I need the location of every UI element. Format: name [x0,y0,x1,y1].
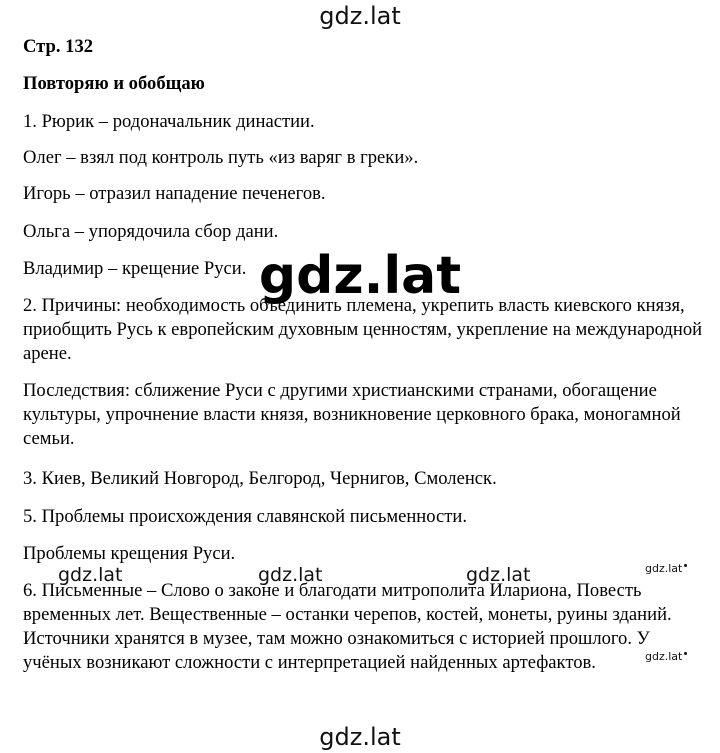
paragraph-cities: 3. Киев, Великий Новгород, Белгород, Чернигов, Смоленск. [23,468,497,489]
paragraph-consequences: Последствия: сближение Руси с другими христианскими странами, обогащение культуры, упрочнение власти князя, возникновение церковного брака, моногамной семьи. [23,380,681,449]
paragraph-olga: Ольга – упорядочила сбор дани. [23,221,279,242]
paragraph-sources: 6. Письменные – Слово о законе и благодати митрополита Илариона, Повесть временных лет. Вещественные – останки черепов, костей, монеты, руины зданий. Источники хранятся в музее, там можно ознакомиться с историей прошлого. У учёных возникают сложности с интерпретацией найденных артефактов. [23,580,672,673]
watermark-top: gdz.lat [319,2,401,30]
page-title: Стр. 132 [23,36,94,57]
paragraph-reasons: 2. Причины: необходимость объединить племена, укрепить власть киевского князя, приобщить Русь к европейским духовным ценностям, укрепление на международной арене. [23,295,703,364]
watermark-center: gdz.lat [258,246,462,306]
paragraph-vladimir: Владимир – крещение Руси. [23,258,247,279]
paragraph-igor: Игорь – отразил нападение печенегов. [23,183,326,204]
watermark-small-lower: gdz.lat [645,650,687,663]
watermark-row-left: gdz.lat [58,564,123,586]
paragraph-baptism-problems: Проблемы крещения Руси. [23,543,236,564]
paragraph-oleg: Олег – взял под контроль путь «из варяг в греки». [23,147,419,168]
paragraph-rurik: 1. Рюрик – родоначальник династии. [23,111,315,132]
watermark-row-middle: gdz.lat [258,564,323,586]
watermark-row-right: gdz.lat [466,564,531,586]
watermark-bottom: gdz.lat [319,723,401,751]
paragraph-writing-problems: 5. Проблемы происхождения славянской письменности. [23,506,467,527]
watermark-small-upper: gdz.lat [645,562,687,575]
section-title: Повторяю и обобщаю [23,73,205,94]
